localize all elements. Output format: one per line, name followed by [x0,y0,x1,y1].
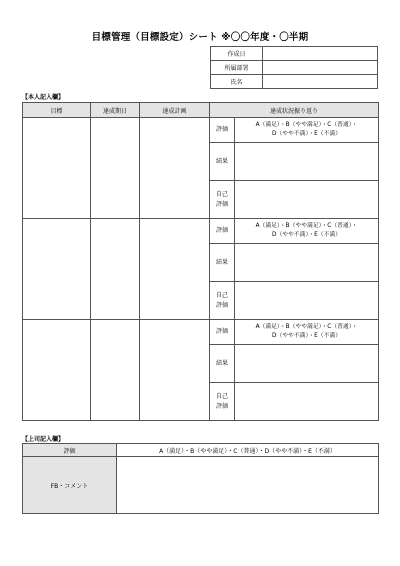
created-date-label: 作成日 [211,47,263,61]
self-eval-label [210,181,235,219]
result-label: 結果 [210,345,235,383]
self-eval-label-line1: 自己 [215,291,228,299]
evaluation-options-line2: D（やや不満）・E（不満） [272,232,341,238]
result-label: 結果 [210,143,235,181]
self-eval-label [210,383,235,421]
self-section-label: 【本人記入欄】 [22,94,65,101]
evaluation-label: 評価 [210,320,235,345]
header-review: 達成状況振り返り [210,103,379,118]
evaluation-label: 評価 [210,118,235,143]
boss-section-label: 【上司記入欄】 [22,436,65,443]
name-label: 氏名 [211,75,263,89]
deadline-cell[interactable] [91,320,140,421]
result-label: 結果 [210,244,235,282]
self-eval-label-line2: 評価 [215,200,228,208]
result-cell[interactable] [235,345,379,383]
self-eval-cell[interactable] [235,282,379,320]
goal-cell[interactable] [23,320,91,421]
self-eval-label-line1: 自己 [215,392,228,400]
goal-cell[interactable] [23,118,91,219]
self-eval-label-line2: 評価 [215,402,228,410]
self-eval-cell[interactable] [235,383,379,421]
boss-evaluation-label: 評価 [23,444,117,457]
evaluation-options[interactable] [235,320,379,345]
evaluation-options-line1: A（満足）・B（やや満足）・C（普通）・ [255,223,358,229]
plan-cell[interactable] [140,219,210,320]
self-entry-table [22,102,379,421]
fb-comment-field[interactable] [117,457,379,514]
department-field[interactable] [263,61,378,75]
goal-cell[interactable] [23,219,91,320]
fb-comment-label: FB・コメント [23,457,117,514]
info-table [210,46,378,89]
plan-cell[interactable] [140,320,210,421]
evaluation-options-line1: A（満足）・B（やや満足）・C（普通）・ [255,324,358,330]
deadline-cell[interactable] [91,219,140,320]
deadline-cell[interactable] [91,118,140,219]
self-eval-label-line1: 自己 [215,190,228,198]
header-plan: 達成計画 [140,103,210,118]
self-eval-cell[interactable] [235,181,379,219]
evaluation-options[interactable] [235,219,379,244]
plan-cell[interactable] [140,118,210,219]
boss-entry-table [22,443,379,514]
self-eval-label-line2: 評価 [215,301,228,309]
page-title: 目標管理（目標設定）シート ※〇〇年度・〇半期 [91,32,309,43]
department-label: 所属部署 [211,61,263,75]
boss-evaluation-options[interactable]: A（満足）・B（やや満足）・C（普通）・D（やや不満）・E（不満） [117,444,379,457]
created-date-field[interactable] [263,47,378,61]
header-goal: 目標 [23,103,91,118]
evaluation-label: 評価 [210,219,235,244]
result-cell[interactable] [235,244,379,282]
evaluation-options-line2: D（やや不満）・E（不満） [272,131,341,137]
evaluation-options[interactable] [235,118,379,143]
evaluation-options-line1: A（満足）・B（やや満足）・C（普通）・ [255,122,358,128]
evaluation-options-line2: D（やや不満）・E（不満） [272,333,341,339]
result-cell[interactable] [235,143,379,181]
name-field[interactable] [263,75,378,89]
header-deadline: 達成期日 [91,103,140,118]
self-eval-label [210,282,235,320]
